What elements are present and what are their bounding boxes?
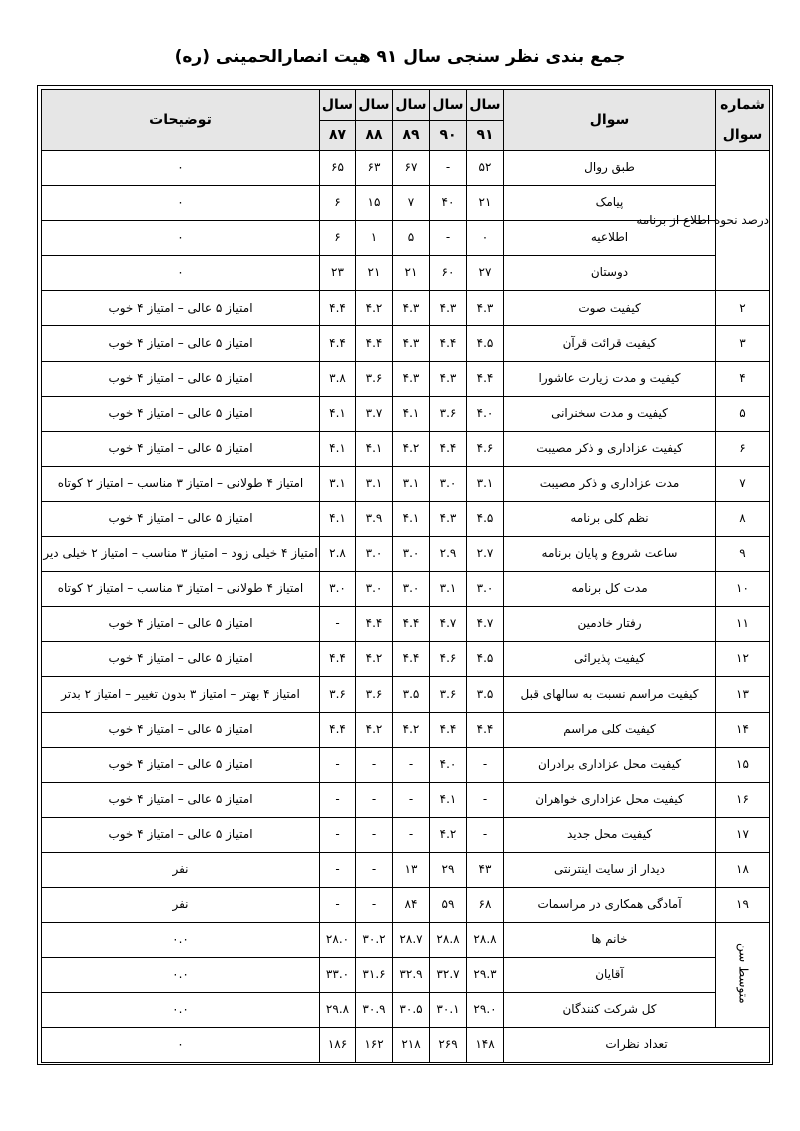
row-number: ۱۲ (716, 642, 770, 677)
value-cell: ۴.۲ (393, 431, 430, 466)
value-cell: ۴.۱ (430, 782, 467, 817)
value-cell: ۴.۴ (430, 326, 467, 361)
value-cell: - (320, 782, 356, 817)
question-cell: طبق روال (504, 151, 716, 186)
value-cell: ۳۲.۹ (393, 958, 430, 993)
value-cell: ۴.۳ (430, 291, 467, 326)
table-row (42, 817, 770, 852)
value-cell: ۳.۸ (320, 361, 356, 396)
value-cell: - (356, 747, 393, 782)
question-cell: رفتار خادمین (504, 607, 716, 642)
note-cell: امتیاز ۵ عالی – امتیاز ۴ خوب (42, 501, 320, 536)
note-cell: امتیاز ۵ عالی – امتیاز ۴ خوب (42, 361, 320, 396)
question-cell: مدت کل برنامه (504, 572, 716, 607)
note-cell: امتیاز ۵ عالی – امتیاز ۴ خوب (42, 431, 320, 466)
value-cell: ۴.۳ (430, 361, 467, 396)
value-cell: ۰ (467, 221, 504, 256)
value-cell: ۲۸.۰ (320, 923, 356, 958)
value-cell: ۳.۶ (356, 677, 393, 712)
value-cell: ۴.۱ (393, 396, 430, 431)
value-cell: ۴.۴ (320, 642, 356, 677)
question-column-header: سوال (504, 90, 716, 151)
value-cell: ۳.۱ (356, 466, 393, 501)
row-number: ۱۶ (716, 782, 770, 817)
number-column-header: شماره سوال (716, 90, 770, 151)
table-row (42, 256, 770, 291)
row-number: ۱۳ (716, 677, 770, 712)
table-row (42, 958, 770, 993)
note-cell: امتیاز ۵ عالی – امتیاز ۴ خوب (42, 642, 320, 677)
note-cell: ۰.۰ (42, 923, 320, 958)
value-cell: ۳.۷ (356, 396, 393, 431)
value-cell: ۳۱.۶ (356, 958, 393, 993)
value-cell: ۲۹.۳ (467, 958, 504, 993)
page-title: جمع بندی نظر سنجی سال ۹۱ هیت انصارالحمینی (ره) (174, 47, 626, 67)
value-cell: ۴.۱ (356, 431, 393, 466)
table-row (42, 396, 770, 431)
row-number: ۵ (716, 396, 770, 431)
value-cell: ۳.۱ (467, 466, 504, 501)
value-cell: ۳.۰ (320, 572, 356, 607)
value-cell: ۴.۲ (393, 712, 430, 747)
value-cell: ۳.۱ (320, 466, 356, 501)
question-cell: کیفیت پذیرائی (504, 642, 716, 677)
notes-column-header: توضیحات (42, 90, 320, 151)
question-cell: اطلاعیه (504, 221, 716, 256)
table-row (42, 782, 770, 817)
note-cell: امتیاز ۴ طولانی – امتیاز ۳ مناسب – امتیاز ۲ کوتاه (42, 572, 320, 607)
value-cell: ۳۳.۰ (320, 958, 356, 993)
question-cell: دیدار از سایت اینترنتی (504, 852, 716, 887)
value-cell: ۴۰ (430, 186, 467, 221)
table-row (42, 712, 770, 747)
question-cell: مدت عزاداری و ذکر مصیبت (504, 466, 716, 501)
row-number: ۱۱ (716, 607, 770, 642)
value-cell: ۴.۴ (467, 712, 504, 747)
value-cell: ۳.۵ (393, 677, 430, 712)
value-cell: ۴.۲ (356, 291, 393, 326)
age-group-label (716, 923, 770, 1028)
table-row (42, 923, 770, 958)
year-label-4: سال (356, 90, 393, 121)
note-cell: امتیاز ۵ عالی – امتیاز ۴ خوب (42, 607, 320, 642)
row-number: ۹ (716, 537, 770, 572)
value-cell: ۳۰.۱ (430, 993, 467, 1028)
value-cell: ۴.۴ (320, 712, 356, 747)
value-cell: ۳.۶ (430, 677, 467, 712)
value-cell: ۲.۸ (320, 537, 356, 572)
question-cell: نظم کلی برنامه (504, 501, 716, 536)
value-cell: ۳.۰ (467, 572, 504, 607)
value-cell: ۴.۶ (430, 642, 467, 677)
value-cell: - (467, 747, 504, 782)
question-cell: ساعت شروع و پایان برنامه (504, 537, 716, 572)
value-cell: - (430, 151, 467, 186)
value-cell: ۴.۳ (430, 501, 467, 536)
table-row (42, 572, 770, 607)
value-cell: ۴.۰ (430, 747, 467, 782)
note-cell: ۰ (42, 186, 320, 221)
total-question-cell: تعداد نظرات (504, 1028, 770, 1063)
value-cell: ۶۰ (430, 256, 467, 291)
question-cell: پیامک (504, 186, 716, 221)
table-row (42, 747, 770, 782)
value-cell: - (393, 782, 430, 817)
value-cell: ۵۲ (467, 151, 504, 186)
row-number: ۸ (716, 501, 770, 536)
value-cell: ۸۴ (393, 887, 430, 922)
value-cell: ۲۹ (430, 852, 467, 887)
question-cell: کیفیت قرائت قرآن (504, 326, 716, 361)
value-cell: - (356, 782, 393, 817)
table-row-total (42, 1028, 770, 1063)
value-cell: ۳.۰ (356, 572, 393, 607)
value-cell: ۳۲.۷ (430, 958, 467, 993)
year-label-3: سال (393, 90, 430, 121)
value-cell: ۱۴۸ (467, 1028, 504, 1063)
value-cell: ۴.۱ (393, 501, 430, 536)
value-cell: ۴.۵ (467, 326, 504, 361)
value-cell: ۴.۲ (356, 642, 393, 677)
value-cell: ۴.۵ (467, 501, 504, 536)
survey-table (41, 89, 770, 1063)
value-cell: ۱۳ (393, 852, 430, 887)
table-row (42, 887, 770, 922)
table-row (42, 852, 770, 887)
question-cell: کیفیت مراسم نسبت به سالهای قبل (504, 677, 716, 712)
note-cell: ۰.۰ (42, 993, 320, 1028)
value-cell: ۳.۱ (393, 466, 430, 501)
value-cell: ۳۰.۲ (356, 923, 393, 958)
table-row (42, 361, 770, 396)
value-cell: ۶ (320, 186, 356, 221)
value-cell: ۲.۹ (430, 537, 467, 572)
value-cell: ۴.۶ (467, 431, 504, 466)
value-cell: ۲۸.۷ (393, 923, 430, 958)
question-cell: کیفیت و مدت سخنرانی (504, 396, 716, 431)
header-row-top (42, 90, 770, 121)
value-cell: ۴.۴ (393, 607, 430, 642)
note-cell: امتیاز ۵ عالی – امتیاز ۴ خوب (42, 817, 320, 852)
value-cell: ۴.۳ (393, 326, 430, 361)
question-cell: خانم ها (504, 923, 716, 958)
value-cell: ۳۰.۹ (356, 993, 393, 1028)
value-cell: ۶۸ (467, 887, 504, 922)
year-value-91: ۹۱ (467, 120, 504, 151)
question-cell: کیفیت و مدت زیارت عاشورا (504, 361, 716, 396)
value-cell: - (393, 817, 430, 852)
value-cell: ۴.۲ (430, 817, 467, 852)
value-cell: - (320, 887, 356, 922)
value-cell: ۳.۶ (356, 361, 393, 396)
value-cell: - (356, 887, 393, 922)
note-cell: امتیاز ۴ طولانی – امتیاز ۳ مناسب – امتیاز ۲ کوتاه (42, 466, 320, 501)
value-cell: ۶۳ (356, 151, 393, 186)
value-cell: ۴.۱ (320, 501, 356, 536)
year-value-89: ۸۹ (393, 120, 430, 151)
note-cell: امتیاز ۵ عالی – امتیاز ۴ خوب (42, 396, 320, 431)
row-number: ۱۸ (716, 852, 770, 887)
note-cell: ۰ (42, 151, 320, 186)
note-cell: ۰ (42, 221, 320, 256)
value-cell: - (467, 782, 504, 817)
value-cell: ۴.۱ (320, 431, 356, 466)
value-cell: ۱۶۲ (356, 1028, 393, 1063)
value-cell: ۳.۱ (430, 572, 467, 607)
note-cell: ۰.۰ (42, 958, 320, 993)
table-row (42, 291, 770, 326)
note-cell: امتیاز ۵ عالی – امتیاز ۴ خوب (42, 326, 320, 361)
value-cell: ۴.۳ (393, 361, 430, 396)
table-row (42, 537, 770, 572)
question-cell: کیفیت کلی مراسم (504, 712, 716, 747)
question-cell: دوستان (504, 256, 716, 291)
note-cell: نفر (42, 887, 320, 922)
value-cell: ۴.۴ (356, 607, 393, 642)
row-number: ۱۰ (716, 572, 770, 607)
question-cell: کیفیت محل عزاداری برادران (504, 747, 716, 782)
value-cell: ۲۱۸ (393, 1028, 430, 1063)
value-cell: ۵ (393, 221, 430, 256)
table-row (42, 607, 770, 642)
value-cell: ۳.۰ (393, 537, 430, 572)
value-cell: ۲۱ (393, 256, 430, 291)
value-cell: ۴.۴ (430, 431, 467, 466)
table-row (42, 326, 770, 361)
table-row (42, 993, 770, 1028)
value-cell: ۲۸.۸ (467, 923, 504, 958)
value-cell: ۴.۲ (356, 712, 393, 747)
value-cell: - (467, 817, 504, 852)
value-cell: ۳۰.۵ (393, 993, 430, 1028)
question-cell: کل شرکت کنندگان (504, 993, 716, 1028)
value-cell: ۳.۶ (320, 677, 356, 712)
value-cell: ۲۱ (467, 186, 504, 221)
value-cell: ۱۵ (356, 186, 393, 221)
row-number: ۳ (716, 326, 770, 361)
value-cell: - (320, 747, 356, 782)
value-cell: ۳.۰ (430, 466, 467, 501)
year-label-5: سال (320, 90, 356, 121)
value-cell: ۳.۵ (467, 677, 504, 712)
table-row (42, 151, 770, 186)
value-cell: ۲۸.۸ (430, 923, 467, 958)
value-cell: ۴.۵ (467, 642, 504, 677)
row-number: ۲ (716, 291, 770, 326)
row-number: ۴ (716, 361, 770, 396)
value-cell: ۴.۷ (430, 607, 467, 642)
value-cell: ۳.۰ (393, 572, 430, 607)
question-cell: آقایان (504, 958, 716, 993)
value-cell: ۴.۴ (393, 642, 430, 677)
row-number: ۱۵ (716, 747, 770, 782)
value-cell: ۴.۴ (320, 326, 356, 361)
value-cell: ۴۳ (467, 852, 504, 887)
value-cell: ۲.۷ (467, 537, 504, 572)
age-group-text: متوسط سن (736, 942, 751, 1004)
note-cell: امتیاز ۵ عالی – امتیاز ۴ خوب (42, 712, 320, 747)
note-cell: نفر (42, 852, 320, 887)
value-cell: ۴.۴ (467, 361, 504, 396)
note-cell: امتیاز ۵ عالی – امتیاز ۴ خوب (42, 291, 320, 326)
note-cell: امتیاز ۵ عالی – امتیاز ۴ خوب (42, 747, 320, 782)
value-cell: ۲۱ (356, 256, 393, 291)
value-cell: - (320, 607, 356, 642)
value-cell: ۳.۹ (356, 501, 393, 536)
value-cell: ۲۳ (320, 256, 356, 291)
value-cell: ۴.۷ (467, 607, 504, 642)
value-cell: ۳.۰ (356, 537, 393, 572)
value-cell: ۴.۴ (320, 291, 356, 326)
source-group-label: درصد نحوه اطلاع از برنامه (716, 151, 770, 291)
row-number: ۶ (716, 431, 770, 466)
value-cell: ۳.۶ (430, 396, 467, 431)
value-cell: ۴.۳ (467, 291, 504, 326)
value-cell: - (430, 221, 467, 256)
table-row (42, 466, 770, 501)
value-cell: ۴.۴ (430, 712, 467, 747)
row-number: ۷ (716, 466, 770, 501)
note-cell: ۰ (42, 256, 320, 291)
value-cell: ۲۹.۸ (320, 993, 356, 1028)
year-value-88: ۸۸ (356, 120, 393, 151)
table-row (42, 501, 770, 536)
value-cell: ۲۷ (467, 256, 504, 291)
question-cell: کیفیت محل جدید (504, 817, 716, 852)
note-cell: امتیاز ۵ عالی – امتیاز ۴ خوب (42, 782, 320, 817)
value-cell: ۲۶۹ (430, 1028, 467, 1063)
table-row (42, 677, 770, 712)
value-cell: - (356, 817, 393, 852)
table-row (42, 642, 770, 677)
value-cell: ۶۷ (393, 151, 430, 186)
row-number: ۱۴ (716, 712, 770, 747)
note-cell: امتیاز ۴ بهتر – امتیاز ۳ بدون تغییر – امتیاز ۲ بدتر (42, 677, 320, 712)
row-number: ۱۹ (716, 887, 770, 922)
question-cell: کیفیت صوت (504, 291, 716, 326)
value-cell: ۷ (393, 186, 430, 221)
year-label-1: سال (467, 90, 504, 121)
value-cell: ۱۸۶ (320, 1028, 356, 1063)
value-cell: ۱ (356, 221, 393, 256)
value-cell: - (320, 852, 356, 887)
table-row (42, 431, 770, 466)
year-value-87: ۸۷ (320, 120, 356, 151)
year-label-2: سال (430, 90, 467, 121)
question-cell: آمادگی همکاری در مراسمات (504, 887, 716, 922)
value-cell: ۲۹.۰ (467, 993, 504, 1028)
row-number: ۱۷ (716, 817, 770, 852)
value-cell: - (320, 817, 356, 852)
value-cell: ۴.۰ (467, 396, 504, 431)
value-cell: - (356, 852, 393, 887)
note-cell: ۰ (42, 1028, 320, 1063)
value-cell: ۶ (320, 221, 356, 256)
year-value-90: ۹۰ (430, 120, 467, 151)
value-cell: ۴.۳ (393, 291, 430, 326)
question-cell: کیفیت عزاداری و ذکر مصیبت (504, 431, 716, 466)
value-cell: - (393, 747, 430, 782)
value-cell: ۴.۱ (320, 396, 356, 431)
value-cell: ۵۹ (430, 887, 467, 922)
question-cell: کیفیت محل عزاداری خواهران (504, 782, 716, 817)
value-cell: ۴.۴ (356, 326, 393, 361)
note-cell: امتیاز ۴ خیلی زود – امتیاز ۳ مناسب – امتیاز ۲ خیلی دیر (42, 537, 320, 572)
value-cell: ۶۵ (320, 151, 356, 186)
